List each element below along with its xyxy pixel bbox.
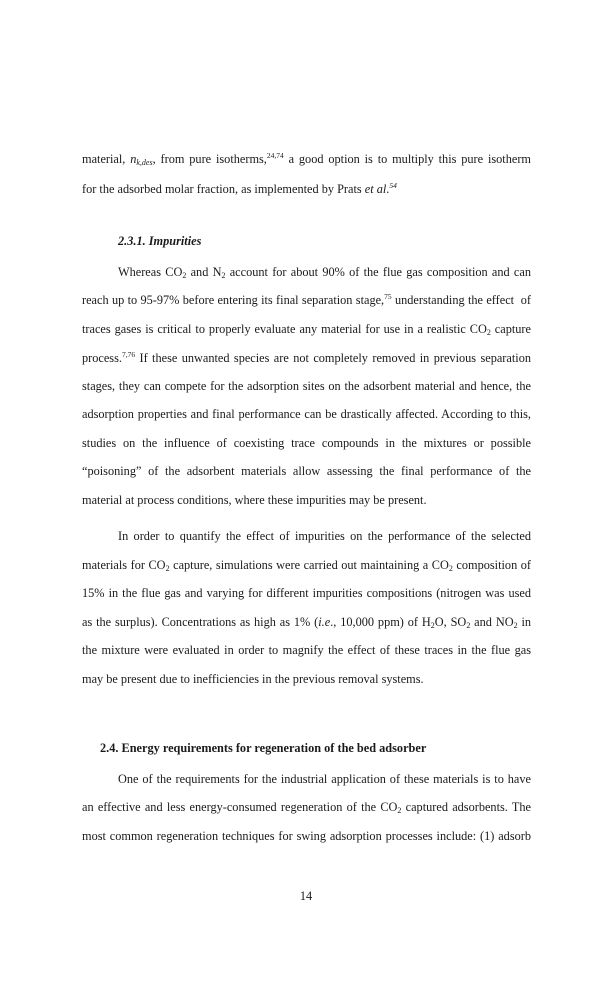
text-line-21: an effective and less energy-consumed regeneration of the $CO_2$ captured adsorbents. The <box>82 800 531 815</box>
text-line-11: “poisoning” of the adsorbent materials allow assessing the final performance of the <box>82 464 531 478</box>
section-heading-2-3-1: 2.3.1. Impurities <box>118 234 202 248</box>
text-line-9: adsorption properties and final performance can be drastically affected. According to this, <box>82 407 531 421</box>
text-line-7: process.$^{7,76}$ If these unwanted species are not completely removed in previous separation <box>82 350 531 365</box>
section-heading-2-4: 2.4. Energy requirements for regeneration of the bed adsorber <box>100 741 427 755</box>
text-line-17: the mixture were evaluated in order to magnify the effect of these traces in the flue gas <box>82 643 531 657</box>
page-number: 14 <box>299 889 313 903</box>
text-line-10: studies on the influence of coexisting trace compounds in the mixtures or possible <box>82 436 531 450</box>
text-line-22: most common regeneration techniques for swing adsorption processes include: (1) adsorb <box>82 829 531 843</box>
text-line-18: may be present due to inefficiencies in the previous removal systems. <box>82 672 424 686</box>
text-line-15: 15% in the flue gas and varying for different impurities compositions (nitrogen was used <box>82 586 531 600</box>
text-line-2: for the adsorbed molar fraction, as implemented by Prats et al.$^{54}$ <box>82 181 397 196</box>
text-line-20: One of the requirements for the industrial application of these materials is to have <box>118 772 531 786</box>
text-line-13: In order to quantify the effect of impurities on the performance of the selected <box>118 529 531 543</box>
text-line-16: as the surplus). Concentrations as high as 1% (i.e., 10,000 ppm) of $H_2O$, $SO_2$ and $NO_2$ in <box>82 615 532 630</box>
text-line-1: material, $n_{k,des}$, from pure isotherms,$^{24,74}$ a good option is to multiply this pure isotherm <box>82 151 531 167</box>
text-line-14: materials for $CO_2$ capture, simulations were carried out maintaining a $CO_2$ composition of <box>82 558 531 573</box>
text-line-4: Whereas $CO_2$ and $N_2$ account for about 90% of the flue gas composition and can <box>118 265 531 280</box>
text-line-12: material at process conditions, where these impurities may be present. <box>82 493 427 507</box>
text-line-8: stages, they can compete for the adsorption sites on the adsorbent material and hence, the <box>82 379 531 393</box>
text-line-6: traces gases is critical to properly evaluate any material for use in a realistic $CO_2$ capture <box>82 322 531 337</box>
text-line-5: reach up to 95-97% before entering its final separation stage,$^{75}$ understanding the effect of <box>82 292 531 307</box>
